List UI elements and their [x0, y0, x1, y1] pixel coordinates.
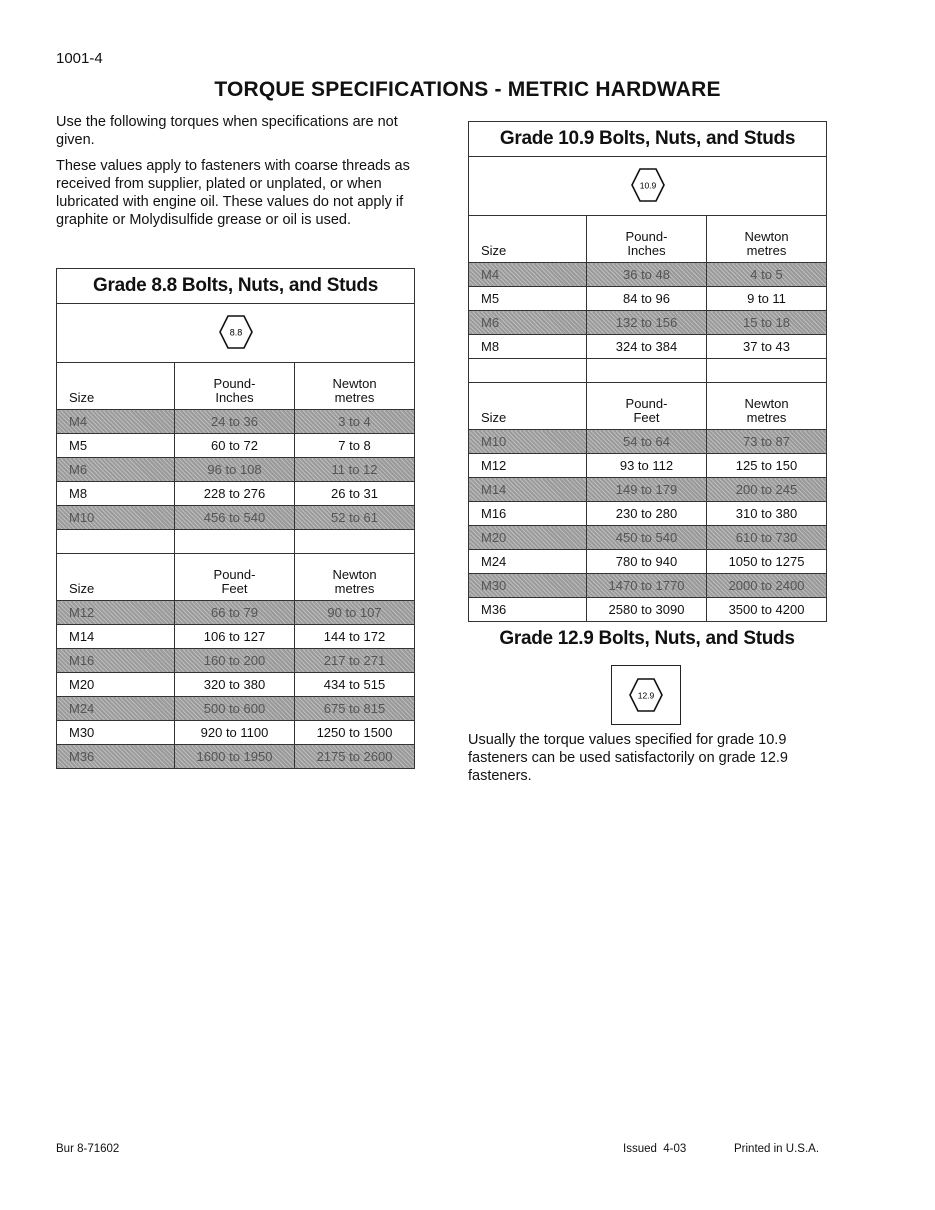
torque-cell: 217 to 271	[295, 649, 415, 673]
table-row	[469, 574, 827, 598]
size-cell: M20	[469, 526, 587, 550]
size-cell: M24	[469, 550, 587, 574]
column-header: Pound- Inches	[175, 363, 295, 410]
torque-cell: 2000 to 2400	[707, 574, 827, 598]
table-row	[469, 287, 827, 311]
table-row	[57, 673, 415, 697]
grade-12-9-title: Grade 12.9 Bolts, Nuts, and Studs	[499, 628, 795, 649]
torque-cell: 15 to 18	[707, 311, 827, 335]
torque-cell: 1250 to 1500	[295, 721, 415, 745]
size-cell: M6	[469, 311, 587, 335]
table-row	[57, 410, 415, 434]
page-number: 1001-4	[56, 50, 103, 67]
torque-cell: 610 to 730	[707, 526, 827, 550]
torque-cell: 24 to 36	[175, 410, 295, 434]
table-row	[469, 598, 827, 622]
size-cell: M30	[469, 574, 587, 598]
grade-12-9-icon-box	[611, 665, 681, 725]
torque-cell: 106 to 127	[175, 625, 295, 649]
torque-cell: 132 to 156	[587, 311, 707, 335]
table-row	[469, 478, 827, 502]
size-cell: M16	[57, 649, 175, 673]
torque-cell: 149 to 179	[587, 478, 707, 502]
size-cell: M12	[57, 601, 175, 625]
page-title: TORQUE SPECIFICATIONS - METRIC HARDWARE	[214, 78, 721, 101]
torque-cell: 1600 to 1950	[175, 745, 295, 769]
hex-bolt-head-icon	[218, 314, 254, 350]
size-cell: M14	[469, 478, 587, 502]
size-cell: M36	[469, 598, 587, 622]
table-row	[469, 526, 827, 550]
size-cell: M4	[469, 263, 587, 287]
torque-cell: 310 to 380	[707, 502, 827, 526]
torque-cell: 9 to 11	[707, 287, 827, 311]
torque-cell: 500 to 600	[175, 697, 295, 721]
torque-cell: 450 to 540	[587, 526, 707, 550]
torque-cell: 60 to 72	[175, 434, 295, 458]
grade-10-9-table	[468, 121, 827, 622]
size-cell: M14	[57, 625, 175, 649]
torque-cell: 36 to 48	[587, 263, 707, 287]
size-cell: M5	[469, 287, 587, 311]
table-row	[57, 721, 415, 745]
table-row	[469, 502, 827, 526]
column-header: Pound- Inches	[587, 216, 707, 263]
size-cell: M8	[57, 482, 175, 506]
table-row	[57, 601, 415, 625]
torque-cell: 2175 to 2600	[295, 745, 415, 769]
torque-cell: 675 to 815	[295, 697, 415, 721]
torque-cell: 320 to 380	[175, 673, 295, 697]
grade-8-8-table	[56, 268, 415, 769]
column-header: Size	[57, 554, 175, 601]
column-header: Size	[469, 383, 587, 430]
torque-cell: 7 to 8	[295, 434, 415, 458]
torque-cell: 84 to 96	[587, 287, 707, 311]
torque-cell: 26 to 31	[295, 482, 415, 506]
torque-cell: 52 to 61	[295, 506, 415, 530]
table-row	[469, 454, 827, 478]
torque-cell: 37 to 43	[707, 335, 827, 359]
column-header: Pound- Feet	[175, 554, 295, 601]
torque-cell: 125 to 150	[707, 454, 827, 478]
torque-cell: 66 to 79	[175, 601, 295, 625]
table-row	[469, 550, 827, 574]
torque-cell: 2580 to 3090	[587, 598, 707, 622]
torque-cell: 920 to 1100	[175, 721, 295, 745]
table-row	[469, 311, 827, 335]
torque-cell: 11 to 12	[295, 458, 415, 482]
torque-cell: 3500 to 4200	[707, 598, 827, 622]
size-cell: M5	[57, 434, 175, 458]
grade-12-9-note: Usually the torque values specified for grade 10.9 fasteners can be used satisfactorily on grade 12.9 fasteners.	[468, 732, 788, 784]
torque-cell: 4 to 5	[707, 263, 827, 287]
torque-cell: 324 to 384	[587, 335, 707, 359]
grade-icon-label: 12.9	[637, 690, 655, 701]
torque-cell: 73 to 87	[707, 430, 827, 454]
torque-cell: 434 to 515	[295, 673, 415, 697]
footer-printed: Printed in U.S.A.	[734, 1143, 820, 1155]
footer-document-number: Bur 8-71602	[56, 1143, 120, 1155]
torque-cell: 1470 to 1770	[587, 574, 707, 598]
table-row	[57, 625, 415, 649]
table-row	[57, 745, 415, 769]
column-header: Size	[57, 363, 175, 410]
size-cell: M10	[469, 430, 587, 454]
column-header: Newton metres	[707, 383, 827, 430]
intro-text	[56, 113, 414, 237]
footer-issued: Issued 4-03	[623, 1143, 687, 1155]
table-row	[57, 506, 415, 530]
torque-cell: 228 to 276	[175, 482, 295, 506]
table-row	[57, 649, 415, 673]
intro-paragraph: These values apply to fasteners with coarse threads as received from supplier, plated or unplated, or when lubricated with engine oil. These values do not apply if graphite or Molydisulfide grease or oil is used.	[56, 158, 410, 228]
torque-cell: 1050 to 1275	[707, 550, 827, 574]
grade-icon-label: 8.8	[229, 327, 242, 337]
size-cell: M16	[469, 502, 587, 526]
torque-cell: 780 to 940	[587, 550, 707, 574]
torque-cell: 160 to 200	[175, 649, 295, 673]
size-cell: M20	[57, 673, 175, 697]
size-cell: M30	[57, 721, 175, 745]
size-cell: M24	[57, 697, 175, 721]
table-row	[57, 458, 415, 482]
grade-8-8-title: Grade 8.8 Bolts, Nuts, and Studs	[57, 269, 415, 304]
size-cell: M10	[57, 506, 175, 530]
torque-cell: 90 to 107	[295, 601, 415, 625]
table-row	[469, 335, 827, 359]
intro-paragraph: Use the following torques when specifications are not given.	[56, 114, 398, 148]
table-row	[469, 430, 827, 454]
table-row	[469, 263, 827, 287]
size-cell: M12	[469, 454, 587, 478]
torque-cell: 200 to 245	[707, 478, 827, 502]
table-row	[57, 482, 415, 506]
torque-cell: 54 to 64	[587, 430, 707, 454]
column-header: Pound- Feet	[587, 383, 707, 430]
torque-cell: 230 to 280	[587, 502, 707, 526]
column-header: Newton metres	[707, 216, 827, 263]
column-header: Newton metres	[295, 363, 415, 410]
grade-icon-label: 10.9	[639, 180, 656, 190]
size-cell: M4	[57, 410, 175, 434]
size-cell: M6	[57, 458, 175, 482]
torque-cell: 456 to 540	[175, 506, 295, 530]
column-header: Newton metres	[295, 554, 415, 601]
table-row	[57, 434, 415, 458]
hex-bolt-head-icon	[630, 167, 666, 203]
torque-cell: 93 to 112	[587, 454, 707, 478]
size-cell: M8	[469, 335, 587, 359]
table-row	[57, 697, 415, 721]
hex-bolt-head-icon	[628, 677, 664, 713]
size-cell: M36	[57, 745, 175, 769]
grade-10-9-title: Grade 10.9 Bolts, Nuts, and Studs	[469, 122, 827, 157]
column-header: Size	[469, 216, 587, 263]
torque-cell: 3 to 4	[295, 410, 415, 434]
torque-cell: 144 to 172	[295, 625, 415, 649]
torque-cell: 96 to 108	[175, 458, 295, 482]
